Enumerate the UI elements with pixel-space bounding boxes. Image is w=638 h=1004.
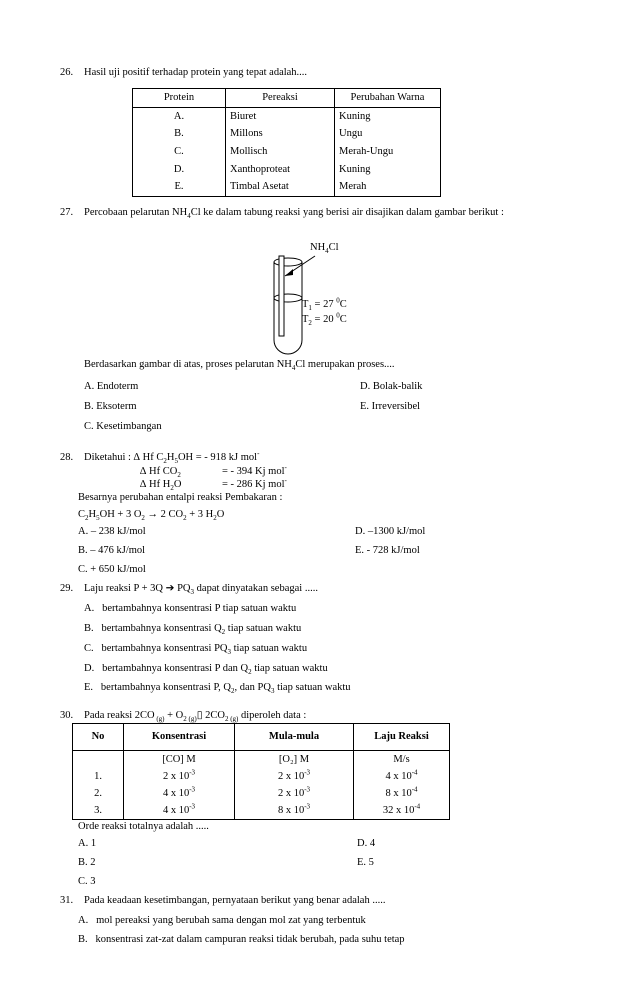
cell: Biuret xyxy=(226,107,335,125)
table-header-row xyxy=(133,89,441,108)
q29-option-e[interactable]: E. bertambahnya konsentrasi P, $Q_2$, dan $PQ_3$ tiap satuan waktu xyxy=(84,682,351,696)
q29-option-c[interactable]: C. bertambahnya konsentrasi $PQ_3$ tiap satuan waktu xyxy=(84,643,308,657)
cell: [CO] M xyxy=(124,751,235,769)
cell: M/s xyxy=(354,751,450,769)
q30-option-c[interactable]: C. 3 xyxy=(78,876,96,887)
cell: Merah-Ungu xyxy=(335,143,441,161)
nh4cl-label: $NH_4Cl$ xyxy=(310,242,339,256)
cell: 8 x $10^{-4}$ xyxy=(354,785,450,802)
q30-option-e[interactable]: E. 5 xyxy=(357,857,374,868)
q27-option-e[interactable]: E. Irreversibel xyxy=(360,401,421,412)
cell: 3. xyxy=(73,802,124,820)
cell: C. xyxy=(133,143,226,161)
cell: B. xyxy=(133,125,226,143)
q28-stem: Besarnya perubahan entalpi reaksi Pembakaran : xyxy=(78,492,283,503)
cell: 2 x $10^{-3}$ xyxy=(124,768,235,785)
header-laju-reaksi: Laju Reaksi xyxy=(354,724,450,751)
table-row xyxy=(73,802,450,820)
q28-given-1: Diketahui : ∆ Hf $C_2H_5OH$ = - 918 kJ mol- xyxy=(84,449,260,466)
cell: 2 x $10^{-3}$ xyxy=(235,768,354,785)
q30-number: 30. xyxy=(60,710,74,721)
table-row xyxy=(133,178,441,196)
q30-stem: Orde reaksi totalnya adalah ..... xyxy=(78,821,209,832)
cell: 32 x $10^{-4}$ xyxy=(354,802,450,820)
cell: 4 x $10^{-4}$ xyxy=(354,768,450,785)
cell: Xanthoproteat xyxy=(226,160,335,178)
q30-table xyxy=(72,723,450,820)
header-konsentrasi: Konsentrasi xyxy=(124,724,235,751)
q29-option-b[interactable]: B. bertambahnya konsentrasi $Q_2$ tiap satuan waktu xyxy=(84,623,302,637)
cell: D. xyxy=(133,160,226,178)
header-protein: Protein xyxy=(133,89,226,108)
q26-question: Hasil uji positif terhadap protein yang tepat adalah.... xyxy=(84,67,308,78)
cell: Millons xyxy=(226,125,335,143)
missing-glyph-icon: ▯ xyxy=(196,710,203,721)
q26-table xyxy=(132,88,441,197)
cell: Mollisch xyxy=(226,143,335,161)
q31-option-b[interactable]: B. konsentrasi zat-zat dalam campuran reaksi tidak berubah, pada suhu tetap xyxy=(78,934,405,945)
cell: E. xyxy=(133,178,226,196)
q27-number: 27. xyxy=(60,207,74,218)
q31-number: 31. xyxy=(60,895,74,906)
cell: Kuning xyxy=(335,160,441,178)
table-row xyxy=(133,125,441,143)
header-no: No xyxy=(73,724,124,751)
q31-question: Pada keadaan kesetimbangan, pernyataan berikut yang benar adalah ..... xyxy=(84,895,386,906)
q28-option-c[interactable]: C. + 650 kJ/mol xyxy=(78,564,146,575)
table-row xyxy=(133,160,441,178)
header-pereaksi: Pereaksi xyxy=(226,89,335,108)
q28-given-2: ∆ Hf $CO_2$ xyxy=(140,466,181,480)
q26-number: 26. xyxy=(60,67,74,78)
q29-option-d[interactable]: D. bertambahnya konsentrasi P dan $Q_2$ tiap satuan waktu xyxy=(84,663,328,677)
q27-option-b[interactable]: B. Eksoterm xyxy=(84,401,137,412)
q28-given-3: ∆ Hf $H_2O$ xyxy=(140,479,182,493)
q28-option-d[interactable]: D. –1300 kJ/mol xyxy=(355,526,426,537)
temp-t1: $T_1 = 27$ $^0$C xyxy=(302,296,347,313)
q29-number: 29. xyxy=(60,583,74,594)
cell: 4 x $10^{-3}$ xyxy=(124,785,235,802)
cell: Timbal Asetat xyxy=(226,178,335,196)
cell: Ungu xyxy=(335,125,441,143)
q29-option-a[interactable]: A. bertambahnya konsentrasi P tiap satuan waktu xyxy=(84,603,297,614)
header-perubahan-warna: Perubahan Warna xyxy=(335,89,441,108)
q27-option-a[interactable]: A. Endoterm xyxy=(84,381,139,392)
q27-option-c[interactable]: C. Kesetimbangan xyxy=(84,421,162,432)
q30-option-a[interactable]: A. 1 xyxy=(78,838,97,849)
table-row xyxy=(133,107,441,125)
q28-given-3-val: = - 286 Kj mol- xyxy=(222,476,287,490)
cell: Kuning xyxy=(335,107,441,125)
q30-option-b[interactable]: B. 2 xyxy=(78,857,96,868)
cell: A. xyxy=(133,107,226,125)
q28-option-e[interactable]: E. - 728 kJ/mol xyxy=(355,545,420,556)
cell: 8 x $10^{-3}$ xyxy=(235,802,354,820)
q29-question: Laju reaksi P + 3Q ➔ $PQ_3$ dapat dinyatakan sebagai ..... xyxy=(84,583,318,597)
cell: 1. xyxy=(73,768,124,785)
q27-option-d[interactable]: D. Bolak-balik xyxy=(360,381,423,392)
cell: 4 x $10^{-3}$ xyxy=(124,802,235,820)
q31-option-a[interactable]: A. mol pereaksi yang berubah sama dengan mol zat yang terbentuk xyxy=(78,915,366,926)
cell: [O₂] M xyxy=(235,751,354,769)
q27-question: Percobaan pelarutan $NH_4Cl$ ke dalam tabung reaksi yang berisi air disajikan dalam gambar berikut : xyxy=(84,207,504,221)
arrow-icon: ➔ xyxy=(165,583,175,594)
q28-option-a[interactable]: A. – 238 kJ/mol xyxy=(78,526,146,537)
q30-option-d[interactable]: D. 4 xyxy=(357,838,376,849)
header-mula-mula: Mula-mula xyxy=(235,724,354,751)
table-row xyxy=(73,768,450,785)
q28-number: 28. xyxy=(60,452,74,463)
cell: 2 x $10^{-3}$ xyxy=(235,785,354,802)
q28-option-b[interactable]: B. – 476 kJ/mol xyxy=(78,545,146,556)
q30-question: Pada reaksi 2CO $_{(g)} + O_{2 (g)}▯$ $2CO_{2 (g)}$ diperoleh data : xyxy=(84,710,307,724)
temp-t2: $T_2 = 20$ $^0$C xyxy=(302,311,347,328)
table-header-row xyxy=(73,724,450,751)
q27-stem: Berdasarkan gambar di atas, proses pelarutan $NH_4Cl$ merupakan proses.... xyxy=(84,359,395,373)
cell xyxy=(73,751,124,769)
table-units-row xyxy=(73,751,450,769)
table-row xyxy=(133,143,441,161)
q28-equation: $C_2H_5OH + 3$ $O_2 \to 2$ $CO_2 + 3$ $H_2O$ xyxy=(78,509,225,523)
table-row xyxy=(73,785,450,802)
cell: Merah xyxy=(335,178,441,196)
cell: 2. xyxy=(73,785,124,802)
q28-given-2-val: = - 394 Kj mol- xyxy=(222,463,287,477)
